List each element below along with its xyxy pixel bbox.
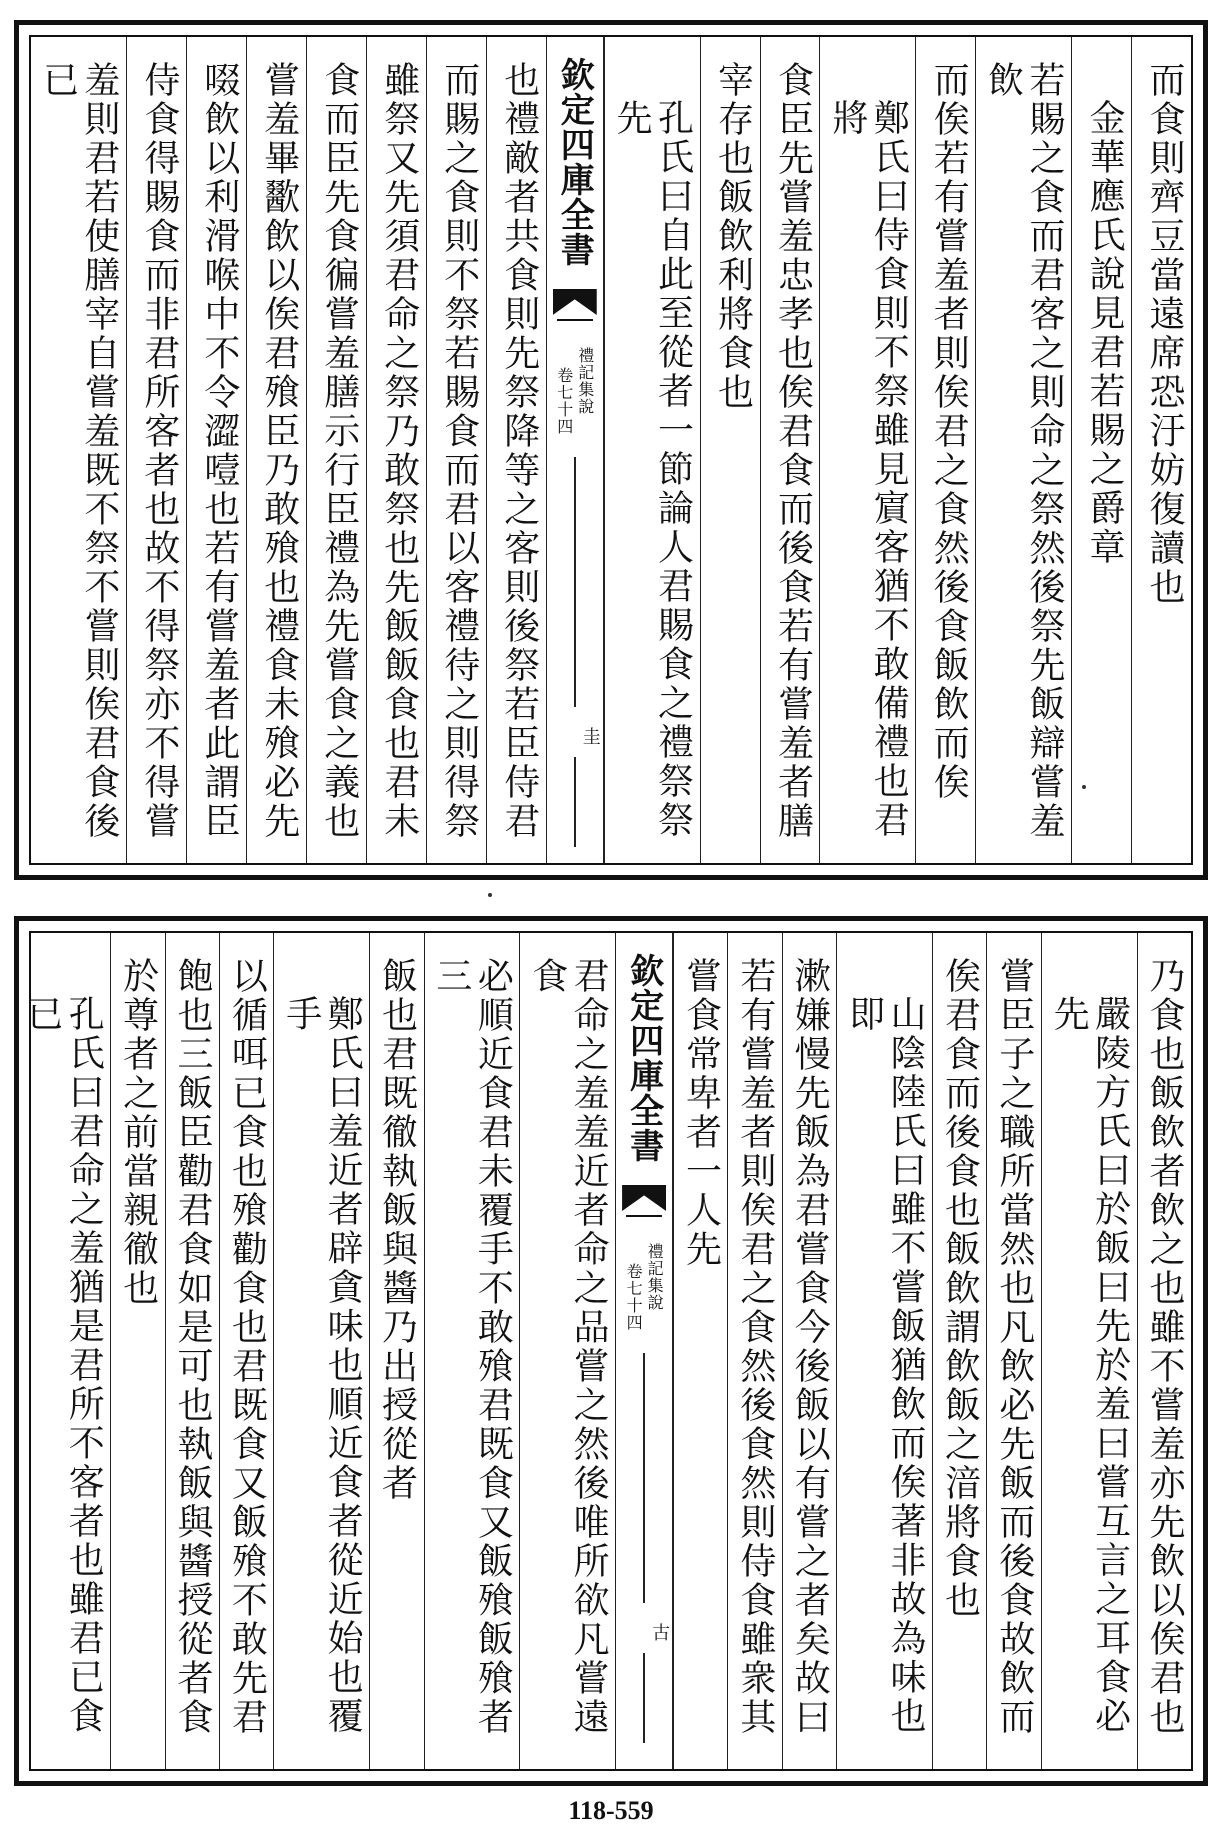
fish-tail-mark-icon bbox=[553, 289, 597, 315]
page-footer-number: 118-559 bbox=[568, 1796, 654, 1825]
text-column: 也禮敵者共食則先祭降等之客則後祭若臣侍君 bbox=[486, 37, 546, 863]
text-column: 雖祭又先須君命之祭乃敢祭也先飯飯食也君未 bbox=[366, 37, 426, 863]
bottom-page-text-frame bbox=[21, 931, 1193, 1771]
bottom-page bbox=[14, 916, 1208, 1786]
spine-rule bbox=[643, 1353, 645, 1603]
text-column: 孔氏曰君命之羞猶是君所不客者也雖君已食已 bbox=[21, 995, 105, 1736]
leaf-page-number: 圭 bbox=[579, 727, 601, 745]
fish-tail-rule bbox=[626, 1215, 662, 1231]
fish-tail-mark-icon bbox=[622, 1185, 666, 1211]
text-column: 君命之羞羞近者命之品嘗之然後唯所欲凡嘗遠食 bbox=[519, 933, 615, 1769]
text-column: 若有嘗羞者則俟君之食然後食然則侍食雖衆其 bbox=[727, 933, 781, 1769]
text-column: 俟君食而後食也飯飲謂飲飯之湆將食也 bbox=[932, 933, 986, 1769]
text-column: 飽也三飯臣勸君食如是可也執飯與醬授從者食 bbox=[165, 933, 219, 1769]
text-column: 以循咡已食也飱勸食也君既食又飯飱不敢先君 bbox=[219, 933, 273, 1769]
spine-book-title: 禮記集說 bbox=[645, 1243, 665, 1311]
text-column: 食臣先嘗羞忠孝也俟君食而後食若有嘗羞者膳 bbox=[760, 37, 820, 863]
text-column: 而賜之食則不祭若賜食而君以客禮待之則得祭 bbox=[426, 37, 486, 863]
text-column: 山陰陸氏曰雖不嘗飯猶飲而俟著非故為味也即 bbox=[836, 933, 932, 1769]
text-column: 漱嫌慢先飯為君嘗食今後飯以有嘗之者矣故曰 bbox=[782, 933, 836, 1769]
text-column: 而食則齊豆當遠席恐汙妨復讀也 bbox=[1131, 37, 1191, 863]
text-column: 鄭氏曰羞近者辟貪味也順近食者從近始也覆手 bbox=[273, 933, 369, 1769]
text-column: 嘗羞畢歠飲以俟君飱臣乃敢飱也禮食未飱必先 bbox=[246, 37, 306, 863]
text-column: 孔氏曰自此至從者一節論人君賜食之禮祭祭先 bbox=[604, 37, 700, 863]
book-spine-fold bbox=[615, 933, 673, 1769]
spine-title: 欽定四庫全書 bbox=[623, 953, 664, 1163]
spine-rule bbox=[643, 1653, 645, 1743]
text-column: 侍食得賜食而非君所客者也故不得祭亦不得嘗 bbox=[126, 37, 186, 863]
text-column: 嚴陵方氏曰於飯曰先於羞曰嘗互言之耳食必先 bbox=[1041, 933, 1137, 1769]
text-column: 乃食也飯飲者飲之也雖不嘗羞亦先飲以俟君也 bbox=[1137, 933, 1191, 1769]
text-column: 鄭氏曰侍食則不祭雖見賔客猶不敢備禮也君將 bbox=[819, 37, 915, 863]
fish-tail-rule bbox=[557, 319, 593, 335]
text-column: 必順近食君未覆手不敢飱君既食又飯飱飯飱者三 bbox=[424, 933, 520, 1769]
text-column: 啜飲以利滑喉中不令澀噎也若有嘗羞者此謂臣 bbox=[186, 37, 246, 863]
spine-rule bbox=[574, 757, 576, 847]
text-column: 食而臣先食徧嘗羞膳示行臣禮為先嘗食之義也 bbox=[306, 37, 366, 863]
top-page-text-frame bbox=[29, 35, 1193, 865]
spine-volume: 卷七十四 bbox=[624, 1263, 644, 1331]
text-column: 嘗食常卑者一人先 bbox=[673, 933, 727, 1769]
spine-book-title: 禮記集說 bbox=[575, 347, 595, 415]
spine-rule bbox=[574, 457, 576, 707]
text-column: 於尊者之前當親徹也 bbox=[110, 933, 164, 1769]
leaf-page-number: 古 bbox=[649, 1623, 671, 1641]
text-column: 而俟若有嘗羞者則俟君之食然後食飯飲而俟 bbox=[915, 37, 975, 863]
top-page bbox=[14, 20, 1208, 880]
text-column: 若賜之食而君客之則命之祭然後祭先飯辯嘗羞飲 bbox=[975, 37, 1071, 863]
text-column: 羞則君若使膳宰自嘗羞既不祭不嘗則俟君食後已 bbox=[37, 61, 120, 841]
spine-title: 欽定四庫全書 bbox=[554, 57, 595, 267]
text-column: 飯也君既徹執飯與醬乃出授從者 bbox=[369, 933, 423, 1769]
scan-speck bbox=[1082, 785, 1086, 789]
text-column: 金華應氏說見君若賜之爵章 bbox=[1071, 37, 1131, 863]
scan-speck bbox=[488, 893, 492, 897]
text-column: 宰存也飯飲利將食也 bbox=[700, 37, 760, 863]
book-spine-fold bbox=[546, 37, 604, 863]
spine-volume: 卷七十四 bbox=[554, 367, 574, 435]
text-column: 嘗臣子之職所當然也凡飲必先飯而後食故飲而 bbox=[986, 933, 1040, 1769]
